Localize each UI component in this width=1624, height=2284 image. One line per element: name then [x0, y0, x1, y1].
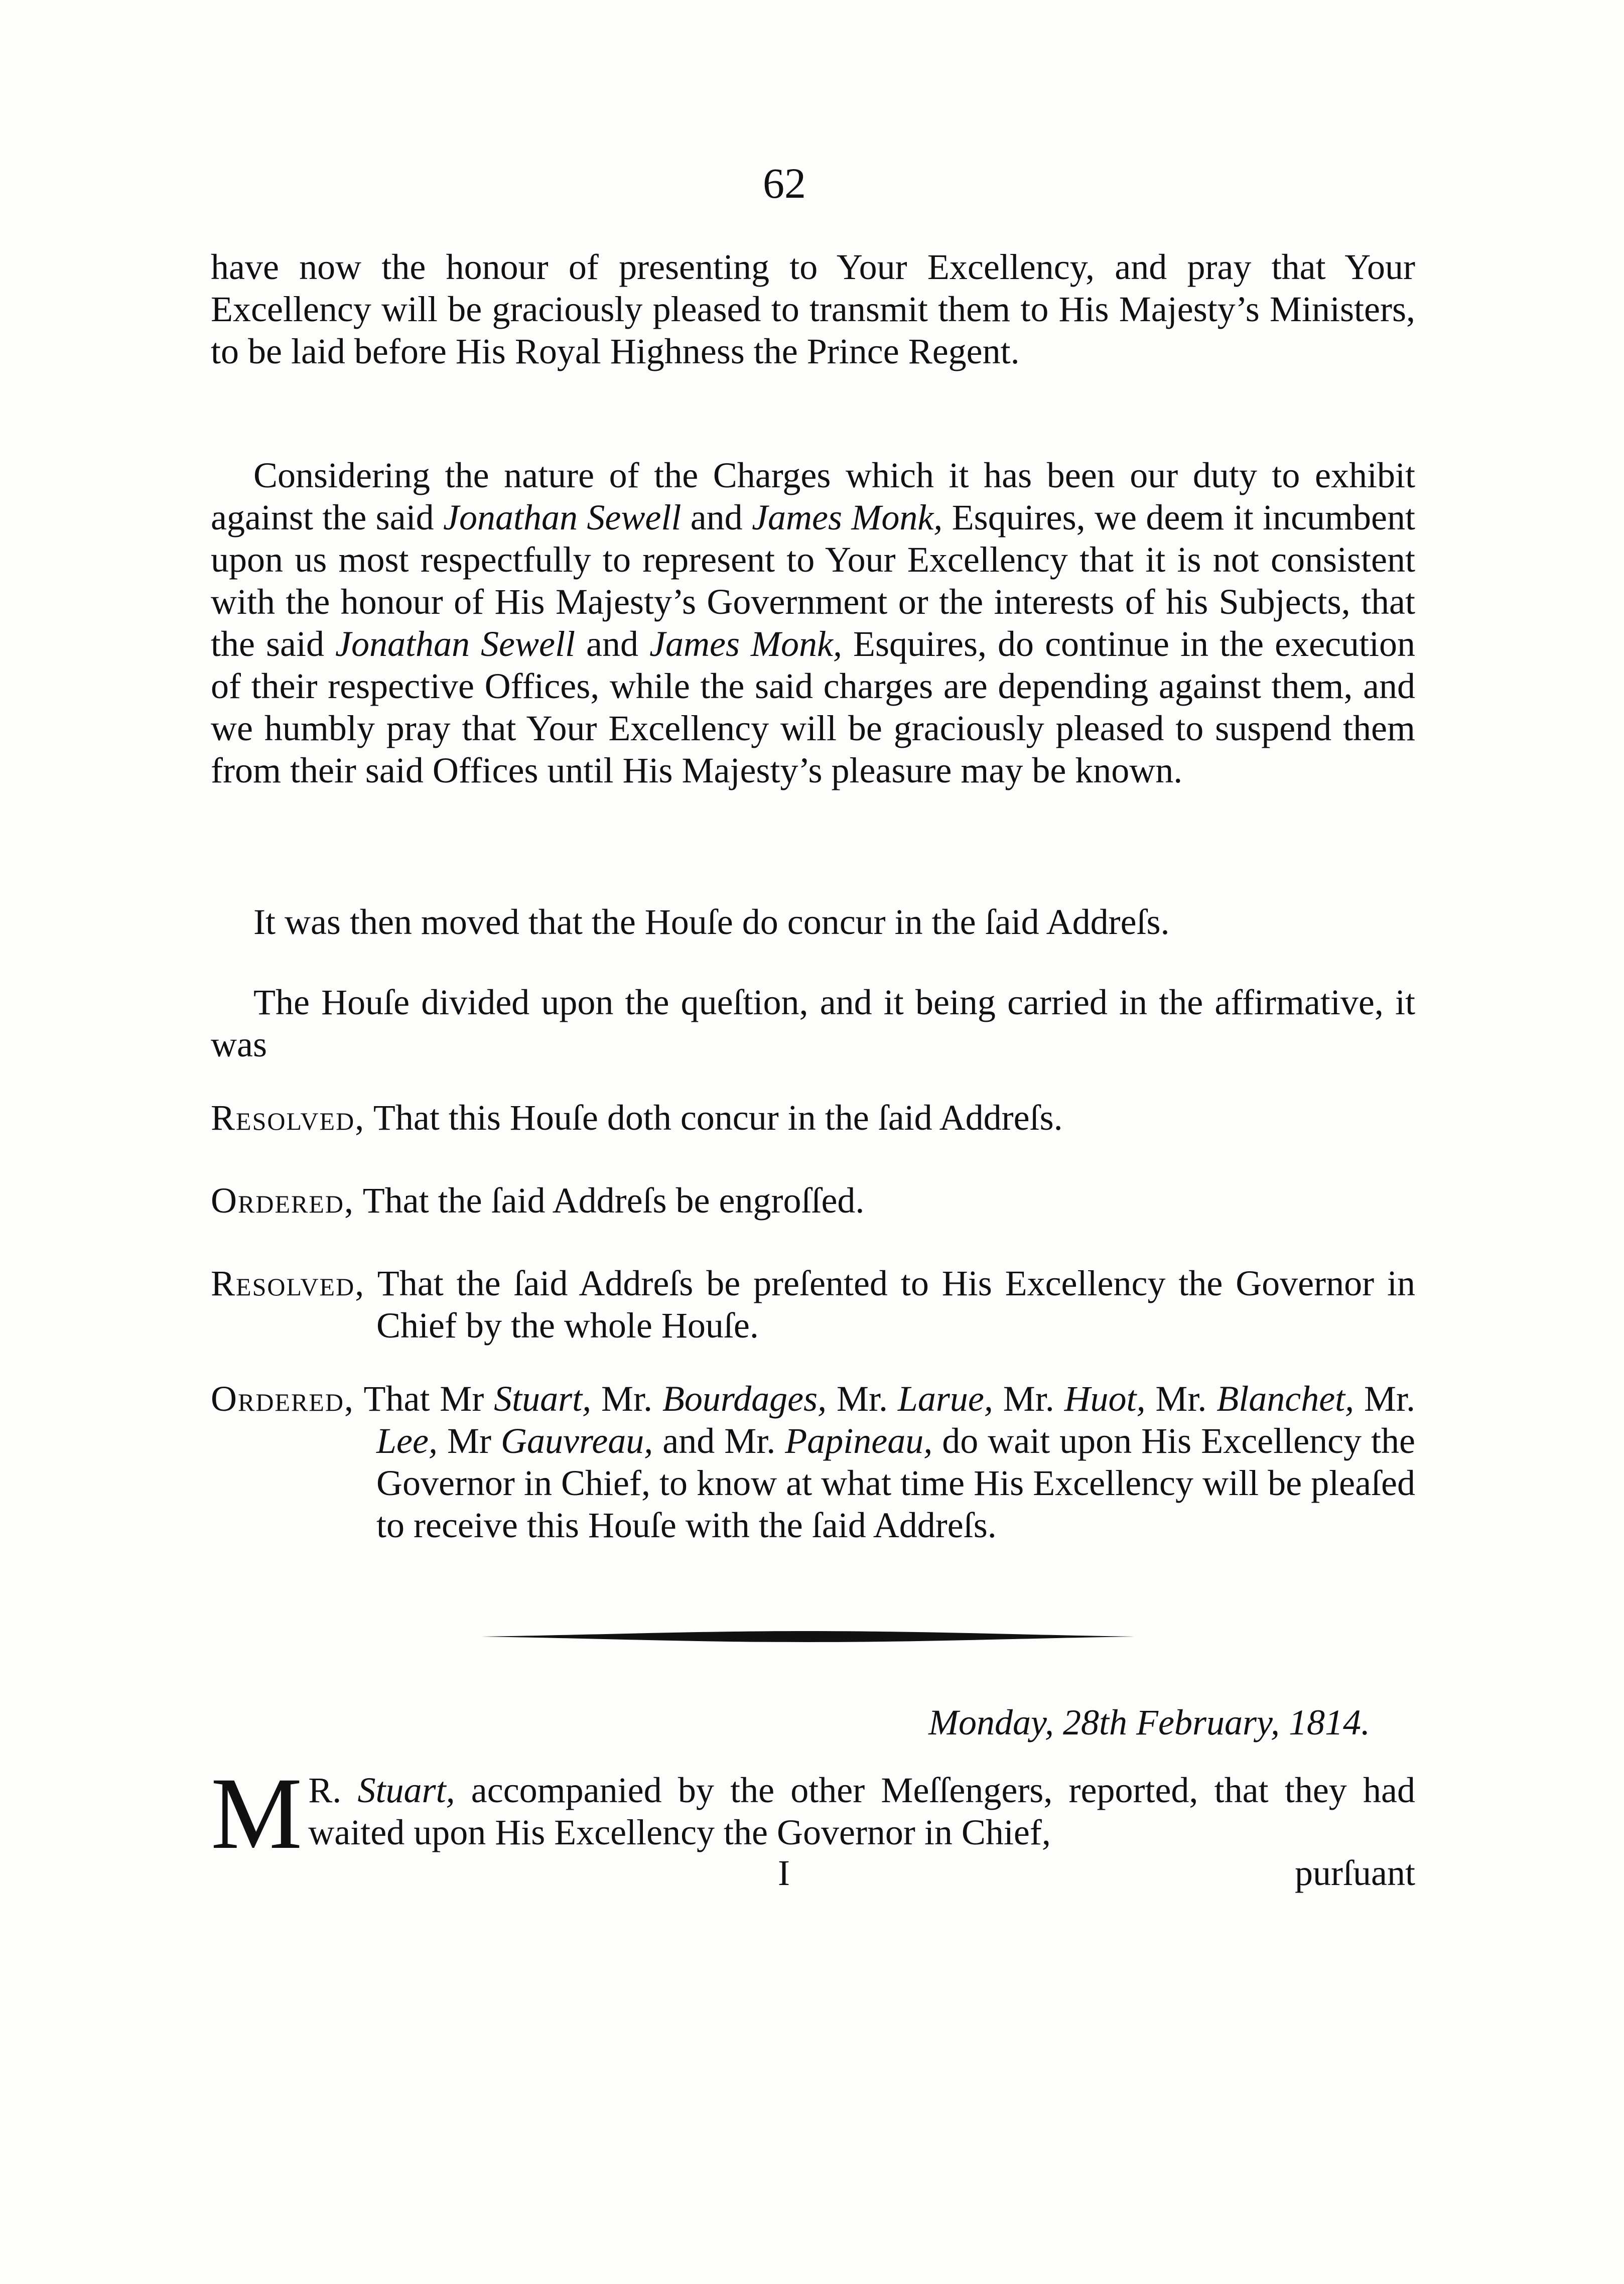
entry-text: That the ſaid Addreſs be preſented to His Excellency the Governor in Chief by the whole Houſe. [365, 1263, 1415, 1346]
paragraph-address-end: have now the honour of presenting to Your Excellency, and pray that Your Excellency will be graciously pleased to transmit them to His Majesty’s Ministers, to be laid before His Royal Highness the Prince Regent. [211, 247, 1415, 371]
order-1 [211, 1179, 1415, 1222]
order-text [211, 1179, 1415, 1222]
paragraph-motion: It was then moved that the Houſe do concur in the ſaid Addreſs. [253, 902, 1170, 942]
motion-paragraph [211, 901, 1415, 943]
text-run: Esquires, we deem it incumbent upon us most respectfully to represent to Your Excellency that it is not consistent with the honour of His Majesty’s Government or the interests of his Subjects, that the said [211, 497, 1415, 664]
opening-paragraph [211, 1757, 1415, 1870]
person-name: Jonathan Sewell [335, 624, 575, 664]
division-paragraph [211, 981, 1415, 1065]
entry-label: Resolved, [211, 1098, 365, 1138]
member-name: Blanchet, [1216, 1379, 1355, 1419]
page-footer [211, 1852, 1415, 1897]
text-run: and Mr. [653, 1421, 785, 1461]
person-name: James Monk, [649, 624, 842, 664]
member-name: Gauvreau, [500, 1421, 653, 1461]
resolution-text [211, 1097, 1415, 1139]
entry-label: Ordered, [211, 1379, 354, 1419]
resolution-1 [211, 1097, 1415, 1139]
person-name: Jonathan Sewell [443, 497, 682, 538]
member-name: Stuart, [357, 1770, 455, 1810]
signature-mark: I [778, 1853, 790, 1893]
text-run: accompanied by the other Meſſengers, reported, that they had waited upon His Excellency the Governor in Chief, [308, 1770, 1415, 1852]
text-run: Mr. [1354, 1379, 1416, 1419]
order-messengers [211, 1378, 1415, 1546]
drop-cap: M [211, 1757, 303, 1870]
member-name: Stuart, [494, 1379, 592, 1419]
paragraph-division: The Houſe divided upon the queſtion, and it being carried in the affirmative, it was [211, 982, 1415, 1064]
text-run: Considering the nature of the Charges which it has been our duty to exhibit against the said [211, 455, 1415, 538]
text-run: Mr. [827, 1379, 898, 1419]
entry-label: Resolved, [211, 1263, 365, 1303]
member-name: Larue, [897, 1379, 993, 1419]
entry-text: That this Houſe doth concur in the ſaid Addreſs. [365, 1098, 1063, 1138]
continued-paragraph [211, 246, 1415, 372]
member-name: Huot, [1064, 1379, 1146, 1419]
entry-label: Ordered, [211, 1180, 354, 1221]
member-name: Lee, [376, 1421, 438, 1461]
text-run: R. [308, 1770, 358, 1810]
text-run: Mr. [1145, 1379, 1217, 1419]
paragraph-charges [211, 454, 1415, 791]
resolution-text [211, 1262, 1415, 1347]
text-run: and [575, 624, 650, 664]
entry-text: That the ſaid Addreſs be engroſſed. [354, 1180, 865, 1221]
member-name: Bourdages, [662, 1379, 827, 1419]
resolution-2 [211, 1262, 1415, 1347]
divider-rule-graphic [482, 1630, 1134, 1643]
text-run: Mr. [993, 1379, 1064, 1419]
person-name: James Monk, [752, 497, 943, 538]
text-run: Esquires, do continue in the execution of their respective Offices, while the said charges are depending against them, and we humbly pray that Your Excellency will be graciously pleased to suspend them from their said Offices until His Majesty’s pleasure may be known. [211, 624, 1415, 790]
text-run: do wait upon His Excellency the Governor in Chief, to know at what time His Excellency will be pleaſed to receive this Houſe with the ſaid Addreſs. [376, 1421, 1415, 1545]
member-name: Papineau, [785, 1421, 933, 1461]
text-run: and [681, 497, 752, 538]
page-number: 62 [763, 159, 806, 207]
text-run: That Mr [354, 1379, 494, 1419]
catchword: purſuant [1295, 1853, 1415, 1893]
text-run: Mr [437, 1421, 501, 1461]
charges-paragraph [211, 454, 1415, 791]
section-divider-rule [482, 1630, 1134, 1643]
dateline: Monday, 28th February, 1814. [928, 1702, 1370, 1742]
order-messengers-text [211, 1378, 1415, 1546]
text-run: Mr. [591, 1379, 662, 1419]
